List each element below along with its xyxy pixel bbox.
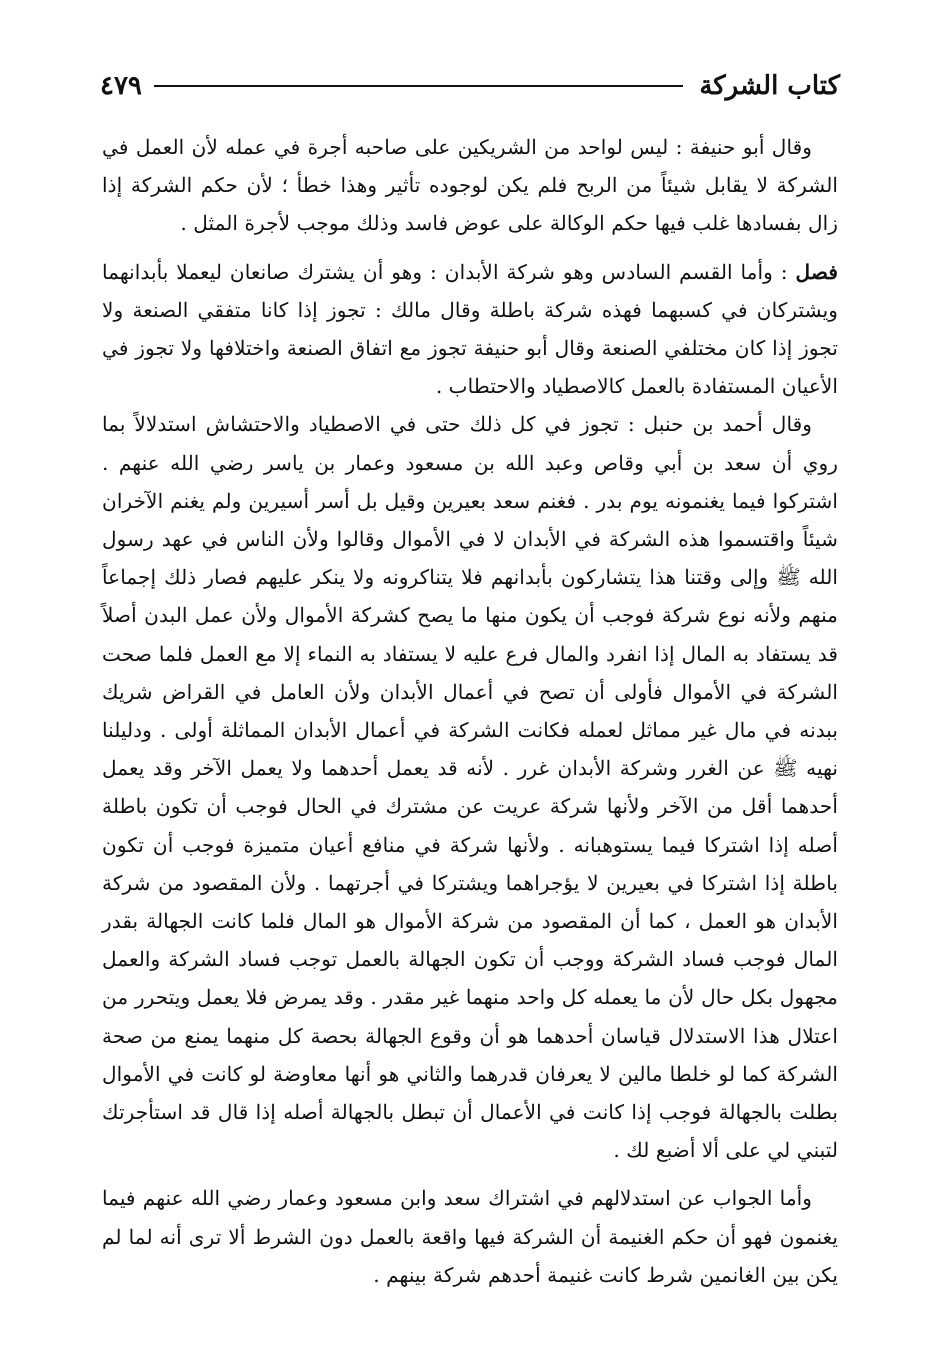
section-heading-word: فصل [795, 259, 838, 284]
page-body [102, 128, 838, 1294]
paragraph-text: وأما الجواب عن استدلالهم في اشتراك سعد وابن مسعود وعمار رضي الله عنهم فيما يغنمون فهو أن حكم الغنيمة أن الشركة فيها واقعة بالعمل دون الشرط ألا ترى أنه لما لم يكن بين الغانمين شرط كانت غنيمة أحدهم شركة بينهم . [102, 1186, 838, 1287]
paragraph-3 [102, 405, 838, 1169]
paragraph-2 [102, 253, 838, 406]
paragraph-1 [102, 128, 838, 243]
header-rule [154, 85, 683, 87]
chapter-title: كتاب الشركة [699, 71, 840, 101]
paragraph-text: وقال أحمد بن حنبل : تجوز في كل ذلك حتى في الاصطياد والاحتشاش استدلالاً بما روي أن سعد بن أبي وقاص وعبد الله بن مسعود وعمار بن ياسر رضي الله عنهم . اشتركوا فيما يغنمونه يوم بدر . فغنم سعد بعيرين وقيل بل أسر أسيرين ولم يغنم الآخران شيئاً واقتسموا هذه الشركة في الأبدان لا في الأموال وقالوا ولأن الناس في عهد رسول الله ﷺ وإلى وقتنا هذا يتشاركون بأبدانهم فلا يتناكرونه ولا ينكر عليهم فصار ذلك إجماعاً منهم ولأنه نوع شركة فوجب أن يكون منها ما يصح كشركة الأموال ولأن عمل البدن أصلاً قد يستفاد به المال إذا انفرد والمال فرع عليه لا يستفاد به النماء إلا مع العمل فلما صحت الشركة في الأموال فأولى أن تصح في أعمال الأبدان ولأن العامل في القراض شريك ببدنه في مال غير مماثل لعمله فكانت الشركة في أعمال الأبدان المماثلة أولى . ودليلنا نهيه ﷺ عن الغرر وشركة الأبدان غرر . لأنه قد يعمل أحدهما ولا يعمل الآخر وقد يعمل أحدهما أقل من الآخر ولأنها شركة عريت عن مشترك في الحال فوجب أن تكون باطلة أصله إذا اشتركا فيما يستوهبانه . ولأنها شركة في منافع أعيان متميزة فوجب أن تكون باطلة إذا اشتركا في بعيرين لا يؤجراهما ويشتركا في أجرتهما . ولأن المقصود من شركة الأبدان هو العمل ، كما أن المقصود من شركة الأموال هو المال فلما كانت الجهالة بقدر المال فوجب فساد الشركة ووجب أن تكون الجهالة بالعمل توجب فساد الشركة والعمل مجهول بكل حال لأن ما يعمله كل واحد منهما غير مقدر . وقد يمرض فلا يعمل ويتحرر من اعتلال هذا الاستدلال قياسان أحدهما هو أن وقوع الجهالة بحصة كل منهما يمنع من صحة الشركة كما لو خلطا مالين لا يعرفان قدرهما والثاني هو أنها معاوضة لو كانت في الأموال بطلت بالجهالة فوجب إذا كانت في الأعمال أن تبطل بالجهالة أصله إذا قال قد استأجرتك لتبني لي على ألا أضبع لك . [102, 412, 839, 1163]
running-header [100, 66, 840, 106]
paragraph-4 [102, 1179, 838, 1294]
paragraph-text: : وأما القسم السادس وهو شركة الأبدان : وهو أن يشترك صانعان ليعملا بأبدانهما ويشتركان في كسبهما فهذه شركة باطلة وقال مالك : تجوز إذا كانا متفقي الصنعة ولا تجوز إذا كان مختلفي الصنعة وقال أبو حنيفة تجوز مع اتفاق الصنعة واختلافها ولا تجوز في الأعيان المستفادة بالعمل كالاصطياد والاحتطاب . [102, 259, 838, 399]
paragraph-text: وقال أبو حنيفة : ليس لواحد من الشريكين على صاحبه أجرة في عمله لأن العمل في الشركة لا يقابل شيئاً من الربح فلم يكن لوجوده تأثير وهذا خطأ ؛ لأن حكم الشركة إذا زال بفسادها غلب فيها حكم الوكالة على عوض فاسد وذلك موجب لأجرة المثل . [102, 135, 838, 236]
page-number: ٤٧٩ [100, 71, 142, 101]
